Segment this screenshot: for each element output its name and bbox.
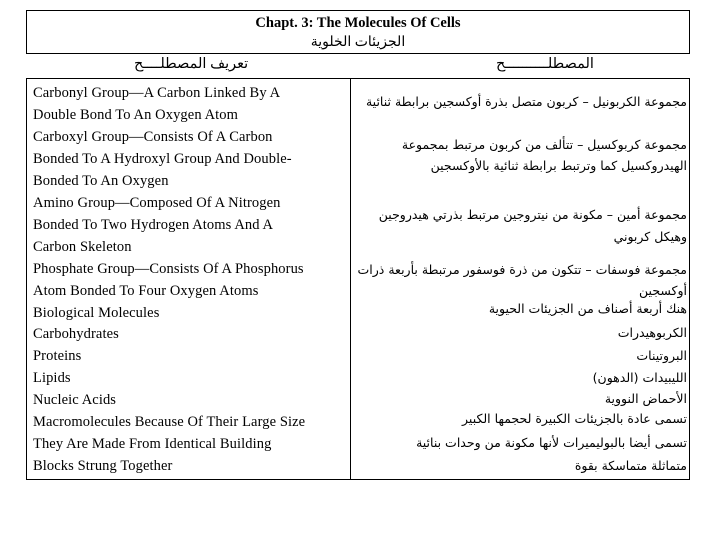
slide-title: Chapt. 3: The Molecules Of Cells: [255, 15, 461, 31]
definition-column-header: تعريف المصطلــــح: [134, 56, 249, 72]
arabic-line: الأحماض النووية: [604, 391, 687, 406]
english-column: [33, 83, 349, 478]
arabic-line: متماثلة متماسكة بقوة: [574, 458, 687, 473]
english-line: Atom Bonded To Four Oxygen Atoms: [33, 282, 259, 299]
english-line: They Are Made From Identical Building: [33, 436, 272, 453]
column-divider: [350, 79, 351, 479]
arabic-line: هنك أربعة أصناف من الجزيئات الحيوية: [488, 301, 687, 316]
english-line: Bonded To Two Hydrogen Atoms And A: [33, 216, 274, 233]
term-column-header: المصطلــــــــــح: [496, 56, 594, 72]
english-line: Proteins: [33, 348, 82, 365]
arabic-line: مجموعة كربوكسيل – تتألف من كربون مرتبط بمجموعة: [401, 137, 687, 152]
column-headers: [26, 54, 690, 78]
glossary-table: [26, 78, 690, 480]
english-line: Lipids: [33, 370, 71, 387]
arabic-line: مجموعة الكربونيل – كربون متصل بذرة أوكسجين برابطة ثنائية: [365, 94, 687, 109]
arabic-line: وهيكل كربوني: [613, 229, 687, 244]
arabic-line: تسمى عادة بالجزيئات الكبيرة لحجمها الكبير: [462, 411, 687, 426]
slide-subtitle-arabic: الجزيئات الخلوية: [310, 35, 406, 50]
arabic-line: مجموعة أمين – مكونة من نيتروجين مرتبط بذرتي هيدروجين: [378, 207, 687, 222]
english-line: Double Bond To An Oxygen Atom: [33, 106, 239, 123]
english-line: Phosphate Group—Consists Of A Phosphorus: [33, 260, 304, 277]
arabic-line: البروتينات: [636, 348, 687, 363]
title-box: [26, 10, 690, 54]
english-line: Carboxyl Group—Consists Of A Carbon: [33, 128, 273, 145]
arabic-line: مجموعة فوسفات – تتكون من ذرة فوسفور مرتبطة بأربعة ذرات: [357, 262, 687, 277]
english-line: Macromolecules Because Of Their Large Size: [33, 414, 306, 431]
english-line: Bonded To An Oxygen: [33, 172, 169, 189]
arabic-line: تسمى أيضا بالبوليميرات لأنها مكونة من وحدات بنائية: [416, 435, 687, 450]
arabic-line: أوكسجين: [639, 283, 687, 298]
english-line: Bonded To A Hydroxyl Group And Double-: [33, 150, 292, 167]
english-line: Blocks Strung Together: [33, 458, 173, 475]
english-line: Biological Molecules: [33, 304, 160, 321]
arabic-line: الهيدروكسيل كما وترتبط برابطة ثنائية بالأوكسجين: [430, 158, 687, 173]
english-line: Carbon Skeleton: [33, 238, 132, 255]
english-line: Nucleic Acids: [33, 392, 117, 409]
arabic-line: الكربوهيدرات: [617, 325, 687, 340]
arabic-line: الليبيدات (الدهون): [592, 370, 687, 385]
english-line: Carbohydrates: [33, 326, 119, 343]
english-line: Carbonyl Group—A Carbon Linked By A: [33, 85, 281, 101]
english-line: Amino Group—Composed Of A Nitrogen: [33, 194, 281, 211]
